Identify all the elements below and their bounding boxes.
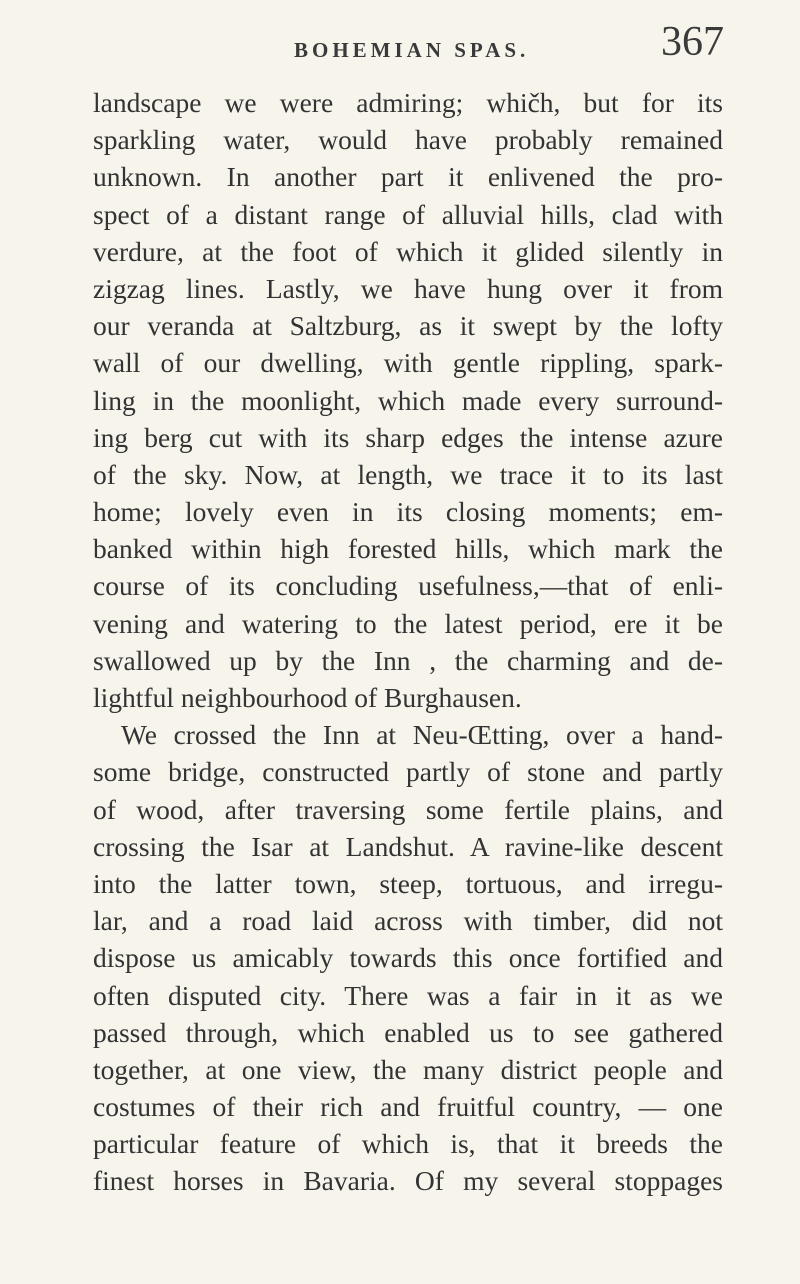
text-line: into the latter town, steep, tortuous, and irregu- <box>93 867 723 899</box>
text-line: home; lovely even in its closing moments; em- <box>93 496 723 528</box>
text-line: particular feature of which is, that it breeds the <box>93 1128 723 1160</box>
text-line: of wood, after traversing some fertile plains, and <box>93 793 723 825</box>
running-head <box>94 12 724 72</box>
text-line: vening and watering to the latest period, ere it be <box>93 607 723 639</box>
text-line: sparkling water, would have probably remained <box>93 124 723 156</box>
text-line: costumes of their rich and fruitful country, — one <box>93 1091 723 1123</box>
text-line: We crossed the Inn at Neu-Œtting, over a hand- <box>121 719 723 751</box>
text-line: together, at one view, the many district people and <box>93 1053 723 1085</box>
text-line: some bridge, constructed partly of stone and partly <box>93 756 723 788</box>
text-line: of the sky. Now, at length, we trace it to its last <box>93 458 723 490</box>
text-line: lar, and a road laid across with timber, did not <box>93 905 723 937</box>
text-line: dispose us amicably towards this once fortified and <box>93 942 723 974</box>
text-line: banked within high forested hills, which mark the <box>93 533 723 565</box>
body-text <box>93 84 723 1200</box>
text-line: wall of our dwelling, with gentle rippling, spark- <box>93 347 723 379</box>
text-line: passed through, which enabled us to see gathered <box>93 1016 723 1048</box>
text-line: crossing the Isar at Landshut. A ravine-like descent <box>93 830 723 862</box>
text-line: swallowed up by the Inn , the charming and de- <box>93 644 723 676</box>
text-line: ing berg cut with its sharp edges the intense azure <box>93 421 723 453</box>
text-line: landscape we were admiring; whičh, but for its <box>93 87 723 118</box>
page-number: 367 <box>661 19 724 65</box>
text-line: verdure, at the foot of which it glided silently in <box>93 235 723 267</box>
text-line: lightful neighbourhood of Burghausen. <box>93 682 522 713</box>
running-title: BOHEMIAN SPAS. <box>294 38 530 62</box>
text-line: often disputed city. There was a fair in it as we <box>93 979 723 1011</box>
text-line: ling in the moonlight, which made every surround- <box>93 384 723 416</box>
text-line: spect of a distant range of alluvial hills, clad with <box>93 198 723 230</box>
text-line: unknown. In another part it enlivened the pro- <box>93 161 723 193</box>
text-line: zigzag lines. Lastly, we have hung over it from <box>93 272 723 304</box>
text-line: course of its concluding usefulness,—that of enli- <box>93 570 723 602</box>
text-line: finest horses in Bavaria. Of my several stoppages <box>93 1165 723 1197</box>
text-line: our veranda at Saltzburg, as it swept by the lofty <box>93 310 723 342</box>
